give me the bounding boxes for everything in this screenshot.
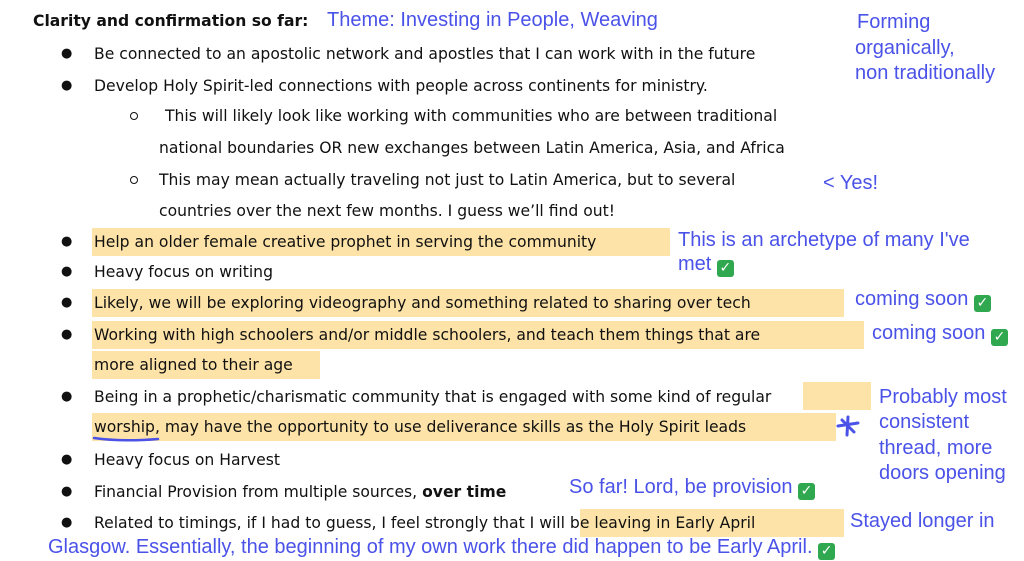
probably-note-line: Probably most xyxy=(879,386,1007,408)
check-mark-icon: ✓ xyxy=(818,543,835,560)
list-item: Heavy focus on writing xyxy=(94,263,273,281)
check-mark-icon: ✓ xyxy=(974,295,991,312)
coming-soon-note: coming soon ✓ xyxy=(855,287,991,312)
check-mark-icon: ✓ xyxy=(991,329,1008,346)
check-mark-icon: ✓ xyxy=(717,260,734,277)
theme-note: Theme: Investing in People, Weaving xyxy=(327,9,658,31)
list-item-line: worship, may have the opportunity to use deliverance skills as the Holy Spirit leads xyxy=(94,418,747,436)
sub-list-item-line: This will likely look like working with communities who are between traditional xyxy=(165,107,778,125)
stayed-note-line: Stayed longer in xyxy=(850,510,995,532)
handwritten-star-mark xyxy=(836,414,862,438)
yes-note: < Yes! xyxy=(823,172,879,194)
sub-bullet-icon xyxy=(130,176,138,184)
probably-note-line: consistent xyxy=(879,411,970,433)
list-item: Heavy focus on Harvest xyxy=(94,451,280,469)
list-item: Related to timings, if I had to guess, I feel strongly that I will be leaving in Early April xyxy=(94,514,756,532)
forming-note-line: organically, xyxy=(855,37,955,59)
list-item: Likely, we will be exploring videography and something related to sharing over tech xyxy=(94,294,751,312)
archetype-note-line: met ✓ xyxy=(678,252,734,277)
bullet-icon: ● xyxy=(61,295,73,310)
heading: Clarity and confirmation so far: xyxy=(33,12,309,30)
bullet-icon: ● xyxy=(61,46,73,61)
probably-note-line: doors opening xyxy=(879,462,1006,484)
coming-soon-note: coming soon ✓ xyxy=(872,321,1008,346)
list-item: Help an older female creative prophet in serving the community xyxy=(94,233,597,251)
list-item-line: more aligned to their age xyxy=(94,356,293,374)
list-item-line: Being in a prophetic/charismatic community that is engaged with some kind of regular xyxy=(94,388,772,406)
bullet-icon: ● xyxy=(61,452,73,467)
probably-note-line: thread, more xyxy=(879,437,993,459)
list-item-line: Working with high schoolers and/or middle schoolers, and teach them things that are xyxy=(94,326,761,344)
sub-bullet-icon xyxy=(130,112,138,120)
list-item: Develop Holy Spirit-led connections with people across continents for ministry. xyxy=(94,77,708,95)
list-item: Financial Provision from multiple sources, over time xyxy=(94,483,507,501)
bullet-icon: ● xyxy=(61,389,73,404)
bullet-icon: ● xyxy=(61,327,73,342)
so-far-note: So far! Lord, be provision ✓ xyxy=(569,475,815,500)
sub-list-item-line: national boundaries OR new exchanges between Latin America, Asia, and Africa xyxy=(159,139,785,157)
bullet-icon: ● xyxy=(61,234,73,249)
list-item: Be connected to an apostolic network and apostles that I can work with in the future xyxy=(94,45,756,63)
forming-note-line: Forming xyxy=(857,11,931,33)
check-mark-icon: ✓ xyxy=(798,483,815,500)
sub-list-item-line: countries over the next few months. I guess we’ll find out! xyxy=(159,202,616,220)
bullet-icon: ● xyxy=(61,515,73,530)
stayed-note-line: Glasgow. Essentially, the beginning of my own work there did happen to be Early April. ✓ xyxy=(48,535,835,560)
handwritten-underline xyxy=(92,434,162,444)
bullet-icon: ● xyxy=(61,484,73,499)
bullet-icon: ● xyxy=(61,78,73,93)
forming-note-line: non traditionally xyxy=(855,62,996,84)
highlight-box xyxy=(803,382,871,410)
bullet-icon: ● xyxy=(61,264,73,279)
archetype-note-line: This is an archetype of many I've xyxy=(678,229,970,251)
sub-list-item-line: This may mean actually traveling not just to Latin America, but to several xyxy=(159,171,736,189)
